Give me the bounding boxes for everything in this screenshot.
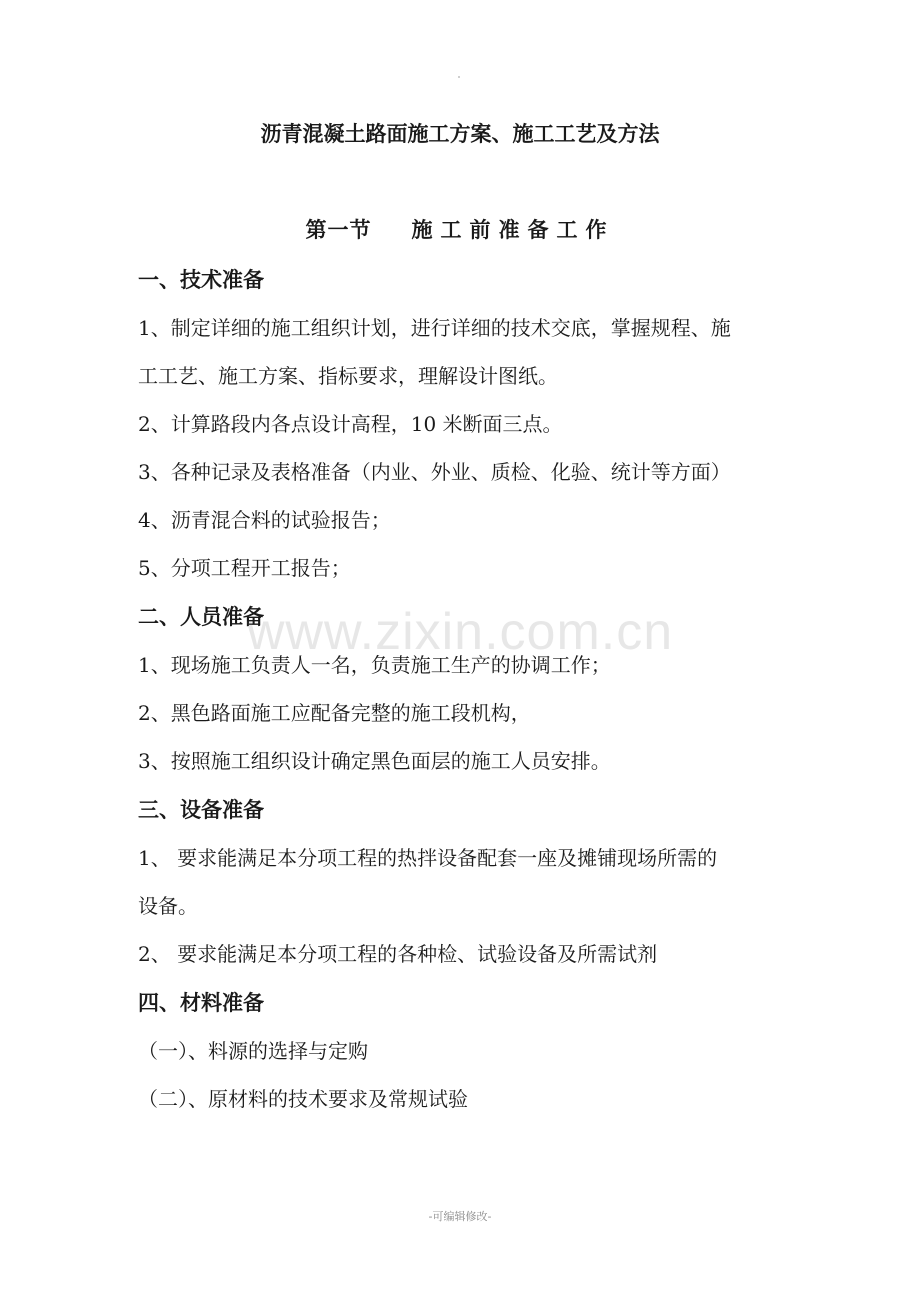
- paragraph-line: 1、现场施工负责人一名，负责施工生产的协调工作；: [138, 653, 611, 677]
- paragraph-line: （一）、料源的选择与定购: [138, 1039, 368, 1063]
- paragraph-line: 2、 要求能满足本分项工程的各种检、试验设备及所需试剂: [138, 942, 658, 966]
- paragraph-line: 1、 要求能满足本分项工程的热拌设备配套一座及摊铺现场所需的: [138, 846, 718, 870]
- section-number: 第一节: [305, 218, 372, 242]
- paragraph-line: 5、分项工程开工报告；: [138, 556, 351, 580]
- paragraph-line: （二）、原材料的技术要求及常规试验: [138, 1087, 468, 1111]
- paragraph-line: 2、计算路段内各点设计高程，10 米断面三点。: [138, 412, 563, 436]
- paragraph-line: 设备。: [138, 894, 198, 918]
- heading-personnel-prep: 二、人员准备: [138, 605, 264, 629]
- paragraph-line: 2、黑色路面施工应配备完整的施工段机构，: [138, 701, 531, 725]
- decorative-dot: [458, 76, 460, 78]
- paragraph-line: 工工艺、施工方案、指标要求，理解设计图纸。: [138, 364, 558, 388]
- watermark: www.zixin.com.cn: [246, 603, 674, 661]
- paragraph-line: 3、各种记录及表格准备（内业、外业、质检、化验、统计等方面）: [138, 460, 731, 484]
- heading-material-prep: 四、材料准备: [138, 991, 264, 1015]
- paragraph-line: 3、按照施工组织设计确定黑色面层的施工人员安排。: [138, 749, 611, 773]
- section-title: [0, 214, 920, 244]
- section-name: 施工前准备工作: [411, 218, 615, 242]
- paragraph-line: 4、沥青混合料的试验报告；: [138, 508, 391, 532]
- heading-equipment-prep: 三、设备准备: [138, 798, 264, 822]
- document-title: 沥青混凝土路面施工方案、施工工艺及方法: [260, 122, 660, 146]
- paragraph-line: 1、制定详细的施工组织计划，进行详细的技术交底，掌握规程、施: [138, 316, 731, 340]
- heading-technical-prep: 一、技术准备: [138, 268, 264, 292]
- page-footer: -可编辑修改-: [428, 1210, 492, 1223]
